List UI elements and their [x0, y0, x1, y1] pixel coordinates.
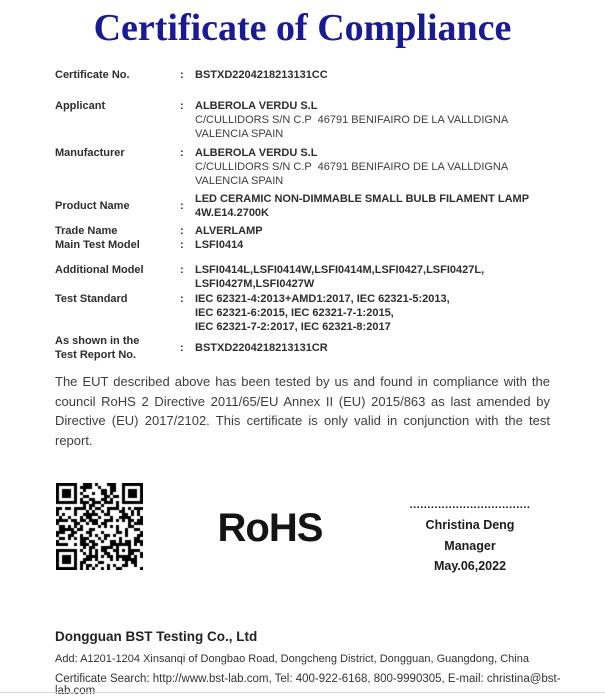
field-row-main-test-model [55, 238, 550, 252]
field-value [195, 238, 550, 252]
lab-name: Dongguan BST Testing Co., Ltd [55, 629, 258, 644]
field-label: Manufacturer [55, 147, 125, 159]
additional-model-line1: LSFI0414L,LSFI0414W,LSFI0414M,LSFI0427,LSFI0427L, [195, 264, 485, 276]
field-label: Test Standard [55, 293, 128, 305]
product-name-line2: 4W.E14.2700K [195, 207, 269, 219]
field-colon: : [180, 264, 184, 276]
main-test-model: LSFI0414 [195, 239, 244, 251]
field-label: Trade Name [55, 225, 118, 237]
signature-date: May.06,2022 [433, 559, 507, 573]
field-row-additional-model [55, 263, 550, 291]
lab-contact: Certificate Search: http://www.bst-lab.com, Tel: 400-922-6168, 800-9990305, E-mail: christina@bst-lab.com [55, 673, 561, 697]
field-row-applicant [55, 99, 550, 141]
field-label: Additional Model [55, 264, 144, 276]
field-row-certificate-no [55, 68, 550, 82]
field-colon: : [180, 200, 184, 212]
field-colon: : [180, 225, 184, 237]
field-value [195, 292, 550, 334]
field-label: Applicant [55, 100, 106, 112]
test-standard-line1: IEC 62321-4:2013+AMD1:2017, IEC 62321-5:2013, [195, 293, 450, 305]
test-standard-line2: IEC 62321-6:2015, IEC 62321-7-1:2015, [195, 307, 394, 319]
additional-model-line2: LSFI0427M,LSFI0427W [195, 278, 315, 290]
certificate-title: Certificate of Compliance [93, 7, 512, 49]
rohs-mark: RoHS [217, 506, 323, 550]
applicant-address-line1: C/CULLIDORS S/N C.P 46791 BENIFAIRO DE LA VALLDIGNA [195, 114, 509, 126]
field-value [195, 146, 550, 188]
signatory-name: Christina Deng [425, 518, 515, 532]
field-row-trade-name [55, 224, 550, 238]
field-colon: : [180, 293, 184, 305]
test-standard-line3: IEC 62321-7-2:2017, IEC 62321-8:2017 [195, 321, 391, 333]
applicant-name: ALBEROLA VERDU S.L [195, 100, 318, 112]
lab-address: Add: A1201-1204 Xinsanqi of Dongbao Road, Dongcheng District, Dongguan, Guangdong, China [55, 653, 529, 665]
signature-block [395, 500, 545, 573]
field-label-line1: As shown in the [55, 335, 140, 347]
field-row-product-name [55, 192, 550, 220]
compliance-statement: The EUT described above has been tested by us and found in compliance with the council RoHS 2 Directive 2011/65/EU Annex II (EU) 2015/863 as last amended by Directive (EU) 2017/2102. This certificate is only valid in conjunction with the test report. [55, 374, 550, 448]
field-row-manufacturer [55, 146, 550, 188]
field-value [195, 341, 550, 355]
field-colon: : [180, 147, 184, 159]
field-value [195, 192, 550, 220]
field-colon: : [180, 239, 184, 251]
qr-code [56, 483, 143, 570]
field-label: Main Test Model [55, 239, 140, 251]
manufacturer-address-line1: C/CULLIDORS S/N C.P 46791 BENIFAIRO DE LA VALLDIGNA [195, 161, 509, 173]
bottom-divider [0, 692, 605, 693]
trade-name: ALVERLAMP [195, 225, 263, 237]
signatory-title: Manager [444, 539, 496, 553]
field-value [195, 99, 550, 141]
product-name-line1: LED CERAMIC NON-DIMMABLE SMALL BULB FILAMENT LAMP [195, 193, 530, 205]
manufacturer-address-line2: VALENCIA SPAIN [195, 175, 284, 187]
manufacturer-name: ALBEROLA VERDU S.L [195, 147, 318, 159]
signature-line: .................................. [409, 500, 531, 510]
certificate-fields [55, 68, 550, 362]
field-value [195, 263, 550, 291]
field-row-test-report-no [55, 334, 550, 362]
test-report-number: BSTXD2204218213131CR [195, 342, 328, 354]
field-label [55, 334, 180, 362]
field-label: Certificate No. [55, 69, 130, 81]
field-label: Product Name [55, 200, 130, 212]
applicant-address-line2: VALENCIA SPAIN [195, 128, 284, 140]
field-value [195, 68, 550, 82]
certificate-number: BSTXD2204218213131CC [195, 69, 328, 81]
footer [55, 629, 575, 697]
field-value [195, 224, 550, 238]
field-colon: : [180, 100, 184, 112]
field-colon: : [180, 342, 184, 354]
field-row-test-standard [55, 292, 550, 334]
field-colon: : [180, 69, 184, 81]
field-label-line2: Test Report No. [55, 349, 137, 361]
